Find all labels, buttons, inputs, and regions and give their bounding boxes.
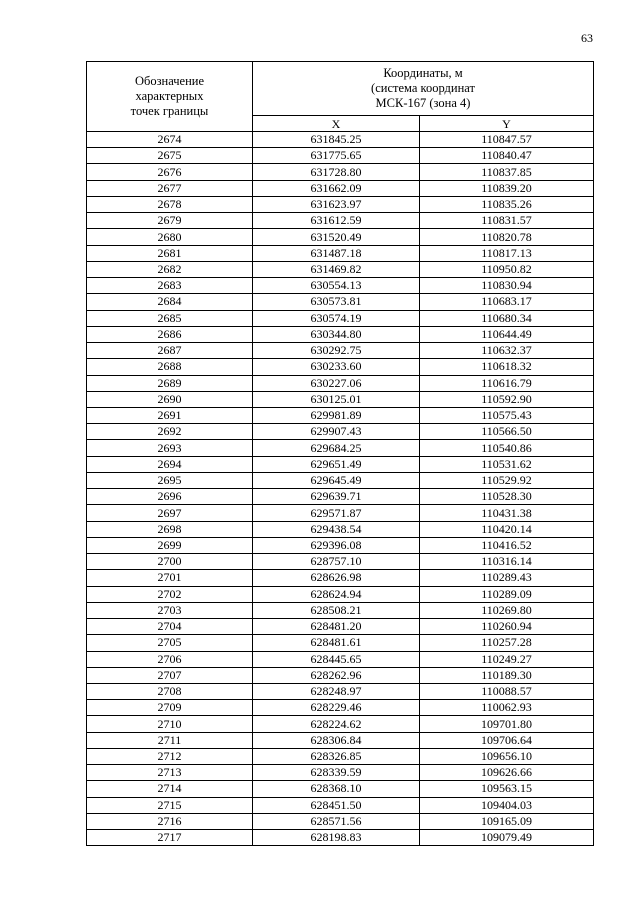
y-coordinate-cell: 110062.93 — [420, 700, 594, 716]
x-coordinate-cell: 628451.50 — [253, 797, 420, 813]
table-row — [87, 180, 594, 196]
coordinates-header-line: (система координат — [371, 81, 475, 95]
y-coordinate-cell: 109701.80 — [420, 716, 594, 732]
x-coordinate-cell: 630227.06 — [253, 375, 420, 391]
x-coordinate-cell: 628306.84 — [253, 732, 420, 748]
y-coordinate-cell: 110835.26 — [420, 196, 594, 212]
x-coordinate-cell: 628445.65 — [253, 651, 420, 667]
x-coordinate-cell: 630554.13 — [253, 278, 420, 294]
y-coordinate-cell: 110950.82 — [420, 261, 594, 277]
point-id-cell: 2675 — [87, 148, 253, 164]
point-id-cell: 2678 — [87, 196, 253, 212]
y-coordinate-cell: 110269.80 — [420, 602, 594, 618]
table-row — [87, 700, 594, 716]
point-id-cell: 2688 — [87, 359, 253, 375]
y-coordinate-cell: 110618.32 — [420, 359, 594, 375]
point-id-cell: 2703 — [87, 602, 253, 618]
coordinates-header-line: МСК-167 (зона 4) — [375, 96, 471, 110]
y-coordinate-cell: 110831.57 — [420, 213, 594, 229]
point-id-cell: 2690 — [87, 391, 253, 407]
y-coordinate-cell: 110529.92 — [420, 472, 594, 488]
y-coordinate-cell: 109165.09 — [420, 813, 594, 829]
y-coordinate-cell: 110528.30 — [420, 489, 594, 505]
point-id-cell: 2700 — [87, 554, 253, 570]
designation-header-line: Обозначение — [134, 74, 205, 88]
table-row — [87, 748, 594, 764]
y-coordinate-cell: 110616.79 — [420, 375, 594, 391]
x-coordinate-cell: 630233.60 — [253, 359, 420, 375]
x-coordinate-cell: 628326.85 — [253, 748, 420, 764]
point-id-cell: 2717 — [87, 830, 253, 846]
y-coordinate-cell: 110847.57 — [420, 132, 594, 148]
x-coordinate-cell: 630574.19 — [253, 310, 420, 326]
point-id-cell: 2683 — [87, 278, 253, 294]
table-row — [87, 407, 594, 423]
table-row — [87, 781, 594, 797]
coordinates-table — [86, 61, 594, 846]
table-row — [87, 326, 594, 342]
point-id-cell: 2704 — [87, 619, 253, 635]
x-coordinate-cell: 630292.75 — [253, 343, 420, 359]
x-coordinate-cell: 629981.89 — [253, 407, 420, 423]
x-coordinate-cell: 629907.43 — [253, 424, 420, 440]
table-row — [87, 813, 594, 829]
y-coordinate-cell: 110416.52 — [420, 537, 594, 553]
y-coordinate-cell: 110644.49 — [420, 326, 594, 342]
y-column-header: Y — [420, 116, 594, 132]
point-id-cell: 2714 — [87, 781, 253, 797]
x-coordinate-cell: 628481.61 — [253, 635, 420, 651]
point-id-cell: 2710 — [87, 716, 253, 732]
x-coordinate-cell: 628624.94 — [253, 586, 420, 602]
y-coordinate-cell: 110189.30 — [420, 667, 594, 683]
x-coordinate-cell: 628481.20 — [253, 619, 420, 635]
y-coordinate-cell: 110088.57 — [420, 683, 594, 699]
page-number: 63 — [581, 31, 593, 45]
point-id-cell: 2677 — [87, 180, 253, 196]
table-row — [87, 440, 594, 456]
table-row — [87, 472, 594, 488]
y-coordinate-cell: 110820.78 — [420, 229, 594, 245]
x-coordinate-cell: 628339.59 — [253, 765, 420, 781]
x-coordinate-cell: 631487.18 — [253, 245, 420, 261]
table-row — [87, 164, 594, 180]
point-id-cell: 2696 — [87, 489, 253, 505]
x-coordinate-cell: 631728.80 — [253, 164, 420, 180]
table-row — [87, 667, 594, 683]
point-id-cell: 2681 — [87, 245, 253, 261]
table-row — [87, 424, 594, 440]
x-coordinate-cell: 630125.01 — [253, 391, 420, 407]
table-row — [87, 310, 594, 326]
table-row — [87, 619, 594, 635]
y-coordinate-cell: 110840.47 — [420, 148, 594, 164]
point-id-cell: 2706 — [87, 651, 253, 667]
y-coordinate-cell: 110566.50 — [420, 424, 594, 440]
x-coordinate-cell: 628757.10 — [253, 554, 420, 570]
point-id-cell: 2676 — [87, 164, 253, 180]
y-coordinate-cell: 110431.38 — [420, 505, 594, 521]
x-coordinate-cell: 629438.54 — [253, 521, 420, 537]
table-row — [87, 683, 594, 699]
y-coordinate-cell: 110289.09 — [420, 586, 594, 602]
x-coordinate-cell: 628626.98 — [253, 570, 420, 586]
y-coordinate-cell: 110680.34 — [420, 310, 594, 326]
x-coordinate-cell: 628571.56 — [253, 813, 420, 829]
point-id-cell: 2712 — [87, 748, 253, 764]
point-id-cell: 2691 — [87, 407, 253, 423]
table-row — [87, 132, 594, 148]
table-row — [87, 343, 594, 359]
table-row — [87, 586, 594, 602]
table-row — [87, 505, 594, 521]
table-row — [87, 196, 594, 212]
y-coordinate-cell: 110839.20 — [420, 180, 594, 196]
point-id-cell: 2698 — [87, 521, 253, 537]
x-coordinate-cell: 628248.97 — [253, 683, 420, 699]
point-id-cell: 2682 — [87, 261, 253, 277]
point-id-cell: 2693 — [87, 440, 253, 456]
point-id-cell: 2697 — [87, 505, 253, 521]
y-coordinate-cell: 109706.64 — [420, 732, 594, 748]
y-coordinate-cell: 109563.15 — [420, 781, 594, 797]
y-coordinate-cell: 110531.62 — [420, 456, 594, 472]
table-row — [87, 375, 594, 391]
y-coordinate-cell: 110540.86 — [420, 440, 594, 456]
x-coordinate-cell: 631520.49 — [253, 229, 420, 245]
x-coordinate-cell: 629684.25 — [253, 440, 420, 456]
point-id-cell: 2684 — [87, 294, 253, 310]
x-coordinate-cell: 628229.46 — [253, 700, 420, 716]
table-row — [87, 294, 594, 310]
table-body — [87, 132, 594, 846]
table-row — [87, 456, 594, 472]
x-coordinate-cell: 628368.10 — [253, 781, 420, 797]
point-id-cell: 2701 — [87, 570, 253, 586]
table-row — [87, 797, 594, 813]
y-coordinate-cell: 109626.66 — [420, 765, 594, 781]
table-row — [87, 765, 594, 781]
point-id-cell: 2687 — [87, 343, 253, 359]
table-row — [87, 651, 594, 667]
point-id-cell: 2709 — [87, 700, 253, 716]
table-row — [87, 489, 594, 505]
designation-header-line: точек границы — [130, 104, 209, 118]
x-coordinate-cell: 631662.09 — [253, 180, 420, 196]
table-row — [87, 229, 594, 245]
point-id-cell: 2715 — [87, 797, 253, 813]
table-row — [87, 391, 594, 407]
point-id-cell: 2711 — [87, 732, 253, 748]
y-coordinate-cell: 110592.90 — [420, 391, 594, 407]
designation-header — [87, 62, 253, 132]
x-column-header: X — [253, 116, 420, 132]
y-coordinate-cell: 110289.43 — [420, 570, 594, 586]
y-coordinate-cell: 109079.49 — [420, 830, 594, 846]
x-coordinate-cell: 629651.49 — [253, 456, 420, 472]
coordinates-header-line: Координаты, м — [383, 66, 463, 80]
point-id-cell: 2686 — [87, 326, 253, 342]
point-id-cell: 2679 — [87, 213, 253, 229]
point-id-cell: 2694 — [87, 456, 253, 472]
x-coordinate-cell: 628508.21 — [253, 602, 420, 618]
y-coordinate-cell: 110316.14 — [420, 554, 594, 570]
x-coordinate-cell: 629396.08 — [253, 537, 420, 553]
point-id-cell: 2680 — [87, 229, 253, 245]
x-coordinate-cell: 631612.59 — [253, 213, 420, 229]
x-coordinate-cell: 631469.82 — [253, 261, 420, 277]
y-coordinate-cell: 110683.17 — [420, 294, 594, 310]
x-coordinate-cell: 631623.97 — [253, 196, 420, 212]
point-id-cell: 2708 — [87, 683, 253, 699]
y-coordinate-cell: 110837.85 — [420, 164, 594, 180]
point-id-cell: 2695 — [87, 472, 253, 488]
y-coordinate-cell: 110830.94 — [420, 278, 594, 294]
table-row — [87, 716, 594, 732]
table-row — [87, 830, 594, 846]
point-id-cell: 2705 — [87, 635, 253, 651]
x-coordinate-cell: 628224.62 — [253, 716, 420, 732]
table-row — [87, 278, 594, 294]
table-row — [87, 261, 594, 277]
point-id-cell: 2702 — [87, 586, 253, 602]
x-coordinate-cell: 628262.96 — [253, 667, 420, 683]
point-id-cell: 2713 — [87, 765, 253, 781]
point-id-cell: 2699 — [87, 537, 253, 553]
y-coordinate-cell: 110632.37 — [420, 343, 594, 359]
point-id-cell: 2716 — [87, 813, 253, 829]
point-id-cell: 2685 — [87, 310, 253, 326]
y-coordinate-cell: 110420.14 — [420, 521, 594, 537]
table-row — [87, 359, 594, 375]
table-row — [87, 245, 594, 261]
x-coordinate-cell: 631845.25 — [253, 132, 420, 148]
y-coordinate-cell: 110260.94 — [420, 619, 594, 635]
table-row — [87, 554, 594, 570]
table-row — [87, 732, 594, 748]
coordinates-header — [253, 62, 594, 116]
table-row — [87, 148, 594, 164]
y-coordinate-cell: 110817.13 — [420, 245, 594, 261]
x-coordinate-cell: 629645.49 — [253, 472, 420, 488]
y-coordinate-cell: 110575.43 — [420, 407, 594, 423]
x-coordinate-cell: 630344.80 — [253, 326, 420, 342]
x-coordinate-cell: 630573.81 — [253, 294, 420, 310]
table-row — [87, 602, 594, 618]
point-id-cell: 2692 — [87, 424, 253, 440]
table-row — [87, 570, 594, 586]
y-coordinate-cell: 109656.10 — [420, 748, 594, 764]
y-coordinate-cell: 110257.28 — [420, 635, 594, 651]
point-id-cell: 2689 — [87, 375, 253, 391]
table-row — [87, 213, 594, 229]
designation-header-line: характерных — [135, 89, 204, 103]
point-id-cell: 2674 — [87, 132, 253, 148]
table-row — [87, 537, 594, 553]
x-coordinate-cell: 629571.87 — [253, 505, 420, 521]
table-row — [87, 635, 594, 651]
y-coordinate-cell: 109404.03 — [420, 797, 594, 813]
point-id-cell: 2707 — [87, 667, 253, 683]
y-coordinate-cell: 110249.27 — [420, 651, 594, 667]
table-row — [87, 521, 594, 537]
x-coordinate-cell: 631775.65 — [253, 148, 420, 164]
x-coordinate-cell: 629639.71 — [253, 489, 420, 505]
x-coordinate-cell: 628198.83 — [253, 830, 420, 846]
